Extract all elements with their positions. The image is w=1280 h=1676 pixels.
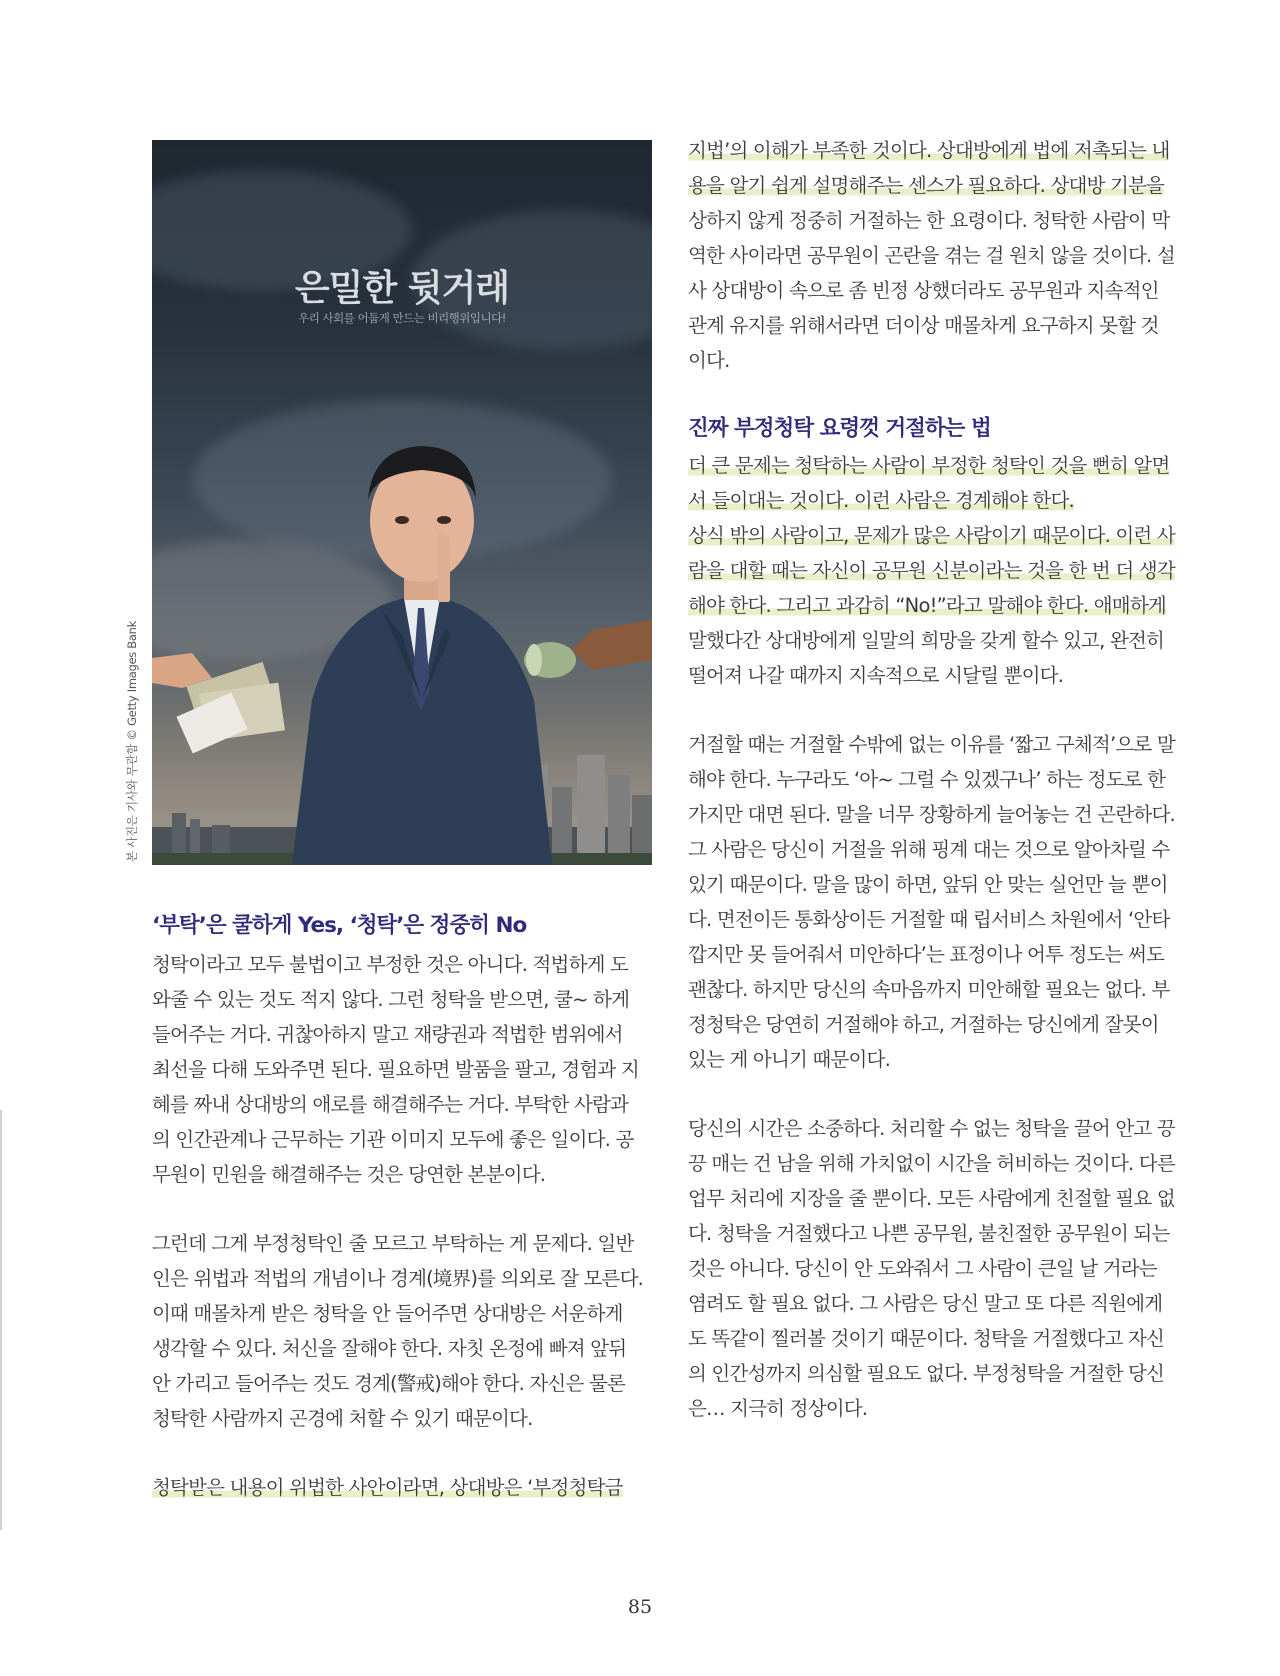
text-line: 다. 청탁을 거절했다고 나쁜 공무원, 불친절한 공무원이 되는 xyxy=(688,1222,1170,1245)
text-line: 사 상대방이 속으로 좀 빈정 상했더라도 공무원과 지속적인 xyxy=(688,279,1159,302)
text-line: 이때 매몰차게 받은 청탁을 안 들어주면 상대방은 서운하게 xyxy=(152,1302,623,1325)
text-line: 정청탁은 당연히 거절해야 하고, 거절하는 당신에게 잘못이 xyxy=(688,1013,1159,1036)
photo-credit: 본 사진은 기사와 무관함 © Getty Images Bank xyxy=(125,621,139,862)
text-line: 깝지만 못 들어줘서 미안하다’는 표정이나 어투 정도는 써도 xyxy=(688,943,1165,966)
text-line: 최선을 다해 도와주면 된다. 필요하면 발품을 팔고, 경험과 지 xyxy=(152,1058,639,1081)
text-line xyxy=(688,553,1188,588)
highlighted-text: 더 큰 문제는 청탁하는 사람이 부정한 청탁인 것을 뻔히 알면 xyxy=(688,454,1170,477)
text-line xyxy=(688,588,1188,623)
text-line: 도 똑같이 찔러볼 것이기 때문이다. 청탁을 거절했다고 자신 xyxy=(688,1327,1165,1350)
hand-with-cash-roll xyxy=(522,620,652,700)
highlighted-text: 용을 알기 쉽게 설명해주는 센스가 필요하다. 상대방 기분을 xyxy=(688,174,1165,197)
left-column xyxy=(152,947,652,1505)
text-line: 관계 유지를 위해서라면 더이상 매몰차게 요구하지 못할 것 xyxy=(688,314,1159,337)
text-line: 은… 지극히 정상이다. xyxy=(688,1397,868,1420)
text-line: 혜를 짜내 상대방의 애로를 해결해주는 거다. 부탁한 사람과 xyxy=(152,1093,629,1116)
section-heading-right: 진짜 부정청탁 요령껏 거절하는 법 xyxy=(688,416,991,441)
text-line: 인은 위법과 적법의 개념이나 경계(境界)를 의외로 잘 모른다. xyxy=(152,1267,644,1290)
text-line: 와줄 수 있는 것도 적지 않다. 그런 청탁을 받으면, 쿨~ 하게 xyxy=(152,988,630,1011)
text-line: 생각할 수 있다. 처신을 잘해야 한다. 자칫 온정에 빠져 앞뒤 xyxy=(152,1337,627,1360)
text-line: 청탁한 사람까지 곤경에 처할 수 있기 때문이다. xyxy=(152,1407,533,1430)
left-paragraph-3 xyxy=(152,1470,652,1505)
poster-title: 은밀한 뒷거래 xyxy=(294,268,510,309)
text-line xyxy=(688,483,1188,518)
text-line xyxy=(688,518,1188,553)
article-photo xyxy=(152,140,652,865)
text-line: 거절할 때는 거절할 수밖에 없는 이유를 ‘짧고 구체적’으로 말 xyxy=(688,733,1175,756)
text-line xyxy=(688,133,1188,168)
text-line: 가지만 대면 된다. 말을 너무 장황하게 늘어놓는 건 곤란하다. xyxy=(688,803,1175,826)
text-line: 있는 게 아니기 때문이다. xyxy=(688,1048,890,1071)
text-line: 안 가리고 들어주는 것도 경계(警戒)해야 한다. 자신은 물론 xyxy=(152,1372,625,1395)
text-line: 이다. xyxy=(688,349,730,372)
text-line: 의 인간성까지 의심할 필요도 없다. 부정청탁을 거절한 당신 xyxy=(688,1362,1165,1385)
right-paragraph-4 xyxy=(688,1111,1188,1426)
poster-subtitle: 우리 사회를 어둡게 만드는 비리행위입니다! xyxy=(298,311,506,325)
highlighted-text: 람을 대할 때는 자신이 공무원 신분이라는 것을 한 번 더 생각 xyxy=(688,559,1175,582)
page-number: 85 xyxy=(627,1596,653,1618)
left-paragraph-2 xyxy=(152,1226,652,1436)
text-line: 당신의 시간은 소중하다. 처리할 수 없는 청탁을 끌어 안고 끙 xyxy=(688,1117,1175,1140)
text-line: 청탁이라고 모두 불법이고 부정한 것은 아니다. 적법하게 도 xyxy=(152,953,629,976)
text-line: 무원이 민원을 해결해주는 것은 당연한 본분이다. xyxy=(152,1163,546,1186)
highlighted-text: 서 들이대는 것이다. 이런 사람은 경계해야 한다. xyxy=(688,489,1074,512)
text-line: 역한 사이라면 공무원이 곤란을 겪는 걸 원치 않을 것이다. 설 xyxy=(688,244,1175,267)
text-line: 다. 면전이든 통화상이든 거절할 때 립서비스 차원에서 ‘안타 xyxy=(688,908,1170,931)
text-line xyxy=(152,1470,652,1505)
right-paragraph-2 xyxy=(688,448,1188,693)
highlighted-text: 상식 밖의 사람이고, 문제가 많은 사람이기 때문이다. 이런 사 xyxy=(688,524,1175,547)
text-line: 그런데 그게 부정청탁인 줄 모르고 부탁하는 게 문제다. 일반 xyxy=(152,1232,634,1255)
text-line: 것은 아니다. 당신이 안 도와줘서 그 사람이 큰일 날 거라는 xyxy=(688,1257,1157,1280)
businessman-figure xyxy=(272,370,572,865)
text-line: 있기 때문이다. 말을 많이 하면, 앞뒤 안 맞는 실언만 늘 뿐이 xyxy=(688,873,1168,896)
text-line: 떨어져 나갈 때까지 지속적으로 시달릴 뿐이다. xyxy=(688,664,1064,687)
text-line: 괜찮다. 하지만 당신의 속마음까지 미안해할 필요는 없다. 부 xyxy=(688,978,1170,1001)
highlighted-text: 해야 한다. 그리고 과감히 “No!”라고 말해야 한다. 애매하게 xyxy=(688,594,1166,617)
text-line: 해야 한다. 누구라도 ‘아~ 그럴 수 있겠구나’ 하는 정도로 한 xyxy=(688,768,1166,791)
right-column xyxy=(688,133,1188,1426)
text-line: 끙 매는 건 남을 위해 가치없이 시간을 허비하는 것이다. 다른 xyxy=(688,1152,1175,1175)
highlighted-text: 지법’의 이해가 부족한 것이다. 상대방에게 법에 저촉되는 내 xyxy=(688,139,1170,162)
text-line: 업무 처리에 지장을 줄 뿐이다. 모든 사람에게 친절할 필요 없 xyxy=(688,1187,1175,1210)
text-line: 그 사람은 당신이 거절을 위해 핑계 대는 것으로 알아차릴 수 xyxy=(688,838,1170,861)
highlighted-text: 청탁받은 내용이 위법한 사안이라면, 상대방은 ‘부정청탁금 xyxy=(152,1476,623,1499)
text-line: 염려도 할 필요 없다. 그 사람은 당신 말고 또 다른 직원에게 xyxy=(688,1292,1163,1315)
text-line: 의 인간관계나 근무하는 기관 이미지 모두에 좋은 일이다. 공 xyxy=(152,1128,634,1151)
section-heading-left: ‘부탁’은 쿨하게 Yes, ‘청탁’은 정중히 No xyxy=(152,913,527,938)
text-line xyxy=(688,168,1188,203)
right-paragraph-3 xyxy=(688,727,1188,1077)
text-line: 상하지 않게 정중히 거절하는 한 요령이다. 청탁한 사람이 막 xyxy=(688,209,1170,232)
text-line: 들어주는 거다. 귀찮아하지 말고 재량권과 적법한 범위에서 xyxy=(152,1023,623,1046)
hand-with-money xyxy=(152,648,292,768)
left-paragraph-1 xyxy=(152,947,652,1192)
right-paragraph-1 xyxy=(688,133,1188,378)
text-line xyxy=(688,448,1188,483)
text-line: 말했다간 상대방에게 일말의 희망을 갖게 할수 있고, 완전히 xyxy=(688,629,1165,652)
edge-rule xyxy=(0,1110,2,1530)
